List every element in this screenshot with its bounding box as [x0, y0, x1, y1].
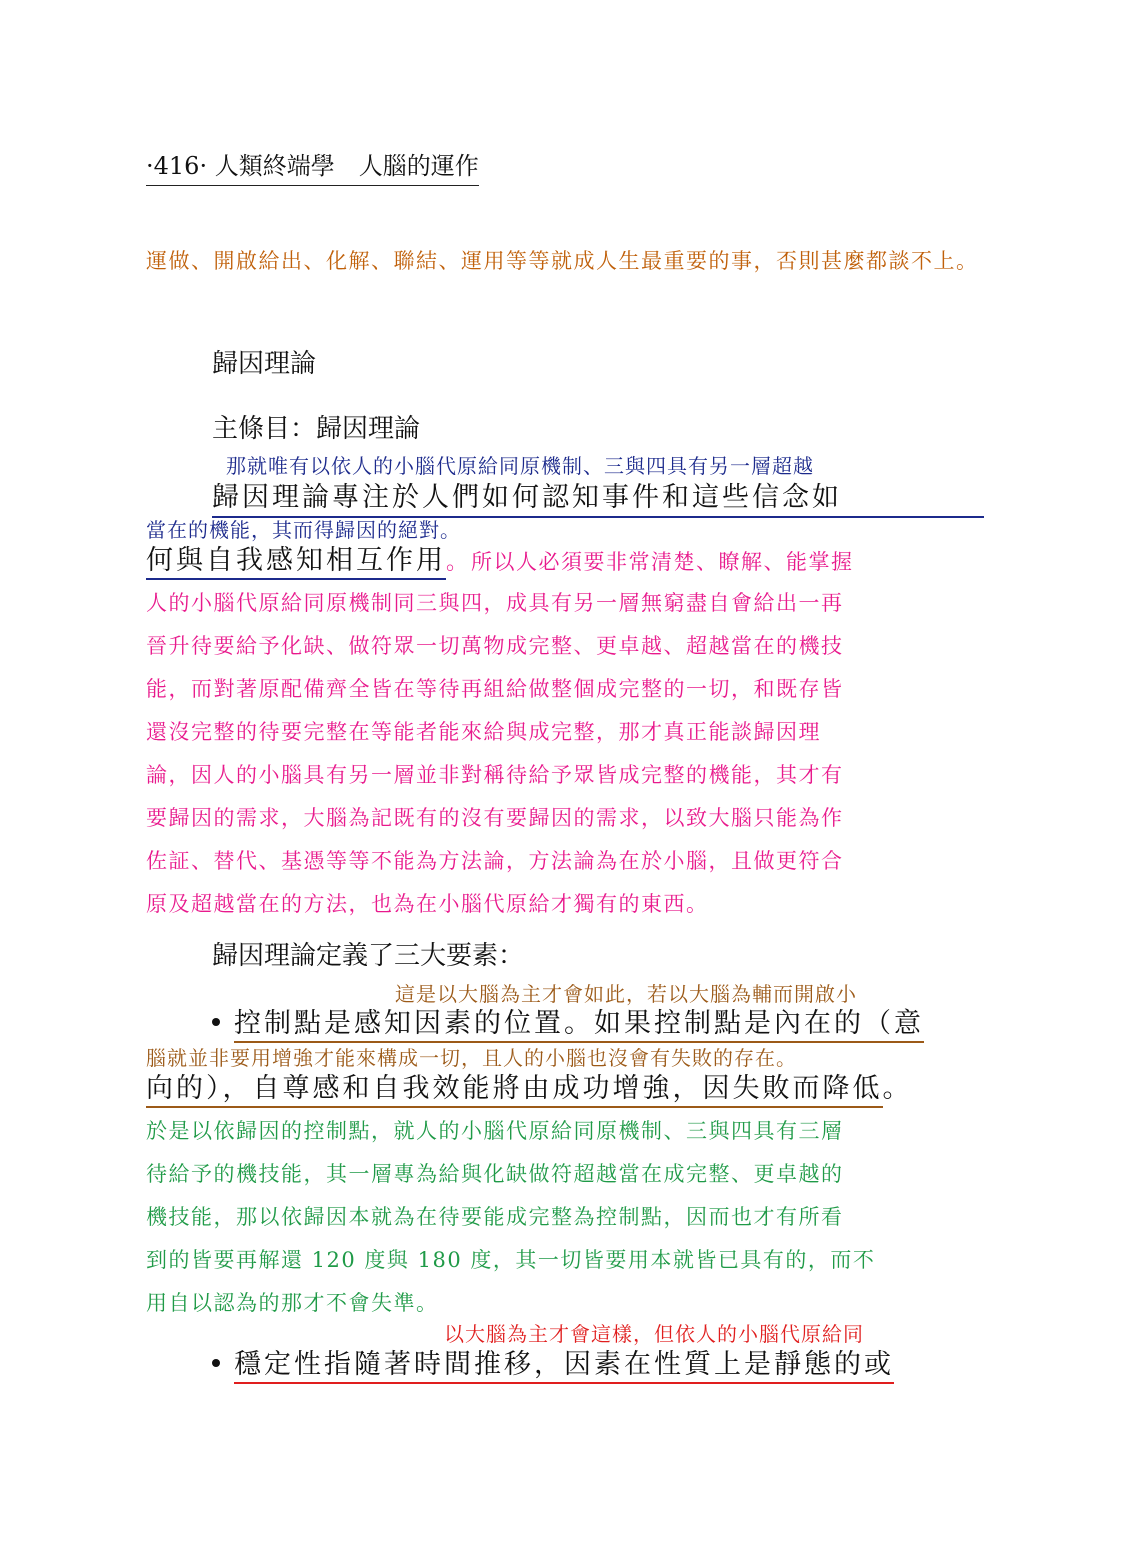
section-heading-attribution: 歸因理論	[212, 349, 317, 379]
text-line: 用自以認為的那才不會失準。	[146, 1291, 439, 1315]
bullet-item-locus	[212, 1001, 924, 1040]
text-line: 要歸因的需求，大腦為記既有的沒有要歸因的需求，以致大腦只能為作	[146, 806, 844, 830]
text-line: 到的皆要再解還 120 度與 180 度，其一切皆要用本就皆已具有的，而不	[146, 1248, 876, 1272]
period-mark: 。	[446, 550, 472, 575]
bullet-icon	[212, 1018, 220, 1026]
running-header: ·416· 人類終端學 人腦的運作	[146, 146, 479, 186]
text-line: 佐証、替代、基憑等等不能為方法論，方法論為在於小腦，且做更符合	[146, 849, 844, 873]
bullet-item-stability	[212, 1342, 894, 1381]
annotation-note: 這是以大腦為主才會如此，若以大腦為輔而開啟小	[395, 982, 857, 1006]
text-line: 論，因人的小腦具有另一層並非對稱待給予眾皆成完整的機能，其才有	[146, 763, 844, 787]
text-line: 晉升待要給予化缺、做符眾一切萬物成完整、更卓越、超越當在的機技	[146, 634, 844, 658]
paragraph-intro: 運做、開啟給出、化解、聯結、運用等等就成人生最重要的事，否則甚麼都談不上。	[146, 249, 979, 273]
annotation-note: 那就唯有以依人的小腦代原給同原機制、三與四具有另一層超越	[226, 454, 814, 478]
paragraph-commentary	[146, 1110, 986, 1325]
section-heading-elements: 歸因理論定義了三大要素：	[212, 941, 525, 971]
annotation-note: 腦就並非要用增強才能來構成一切，且人的小腦也沒會有失敗的存在。	[146, 1046, 797, 1070]
text-line: 待給予的機技能，其一層專為給與化缺做符超越當在成完整、更卓越的	[146, 1162, 844, 1186]
quoted-text-line	[146, 538, 854, 577]
quoted-text-span: 何與自我感知相互作用	[146, 545, 446, 580]
text-line: 機技能，那以依歸因本就為在待要能成完整為控制點，因而也才有所看	[146, 1205, 844, 1229]
period-mark: 。	[882, 1073, 913, 1104]
commentary-text: 所以人必須要非常清楚、瞭解、能掌握	[471, 550, 854, 574]
text-line: 原及超越當在的方法，也為在小腦代原給才獨有的東西。	[146, 892, 709, 916]
quoted-text-span: 穩定性指隨著時間推移，因素在性質上是靜態的或	[234, 1349, 894, 1384]
main-article-heading: 主條目：歸因理論	[212, 414, 421, 444]
quoted-text-span: 控制點是感知因素的位置。如果控制點是內在的（意	[234, 1008, 924, 1043]
quoted-text-line	[146, 1066, 913, 1105]
quoted-text-line: 歸因理論專注於人們如何認知事件和這些信念如	[212, 475, 984, 518]
text-line: 能，而對著原配備齊全皆在等待再組給做整個成完整的一切，和既存皆	[146, 677, 844, 701]
text-line: 於是以依歸因的控制點，就人的小腦代原給同原機制、三與四具有三層	[146, 1119, 844, 1143]
quoted-text-span: 向的），自尊感和自我效能將由成功增強，因失敗而降低	[146, 1073, 883, 1108]
text-line: 還沒完整的待要完整在等能者能來給與成完整，那才真正能談歸因理	[146, 720, 821, 744]
paragraph-commentary	[146, 582, 986, 926]
annotation-note: 以大腦為主才會這樣，但依人的小腦代原給同	[444, 1322, 864, 1346]
text-line: 人的小腦代原給同原機制同三與四，成具有另一層無窮盡自會給出一再	[146, 591, 844, 615]
bullet-icon	[212, 1359, 220, 1367]
annotation-note: 當在的機能，其而得歸因的絕對。	[146, 518, 461, 542]
